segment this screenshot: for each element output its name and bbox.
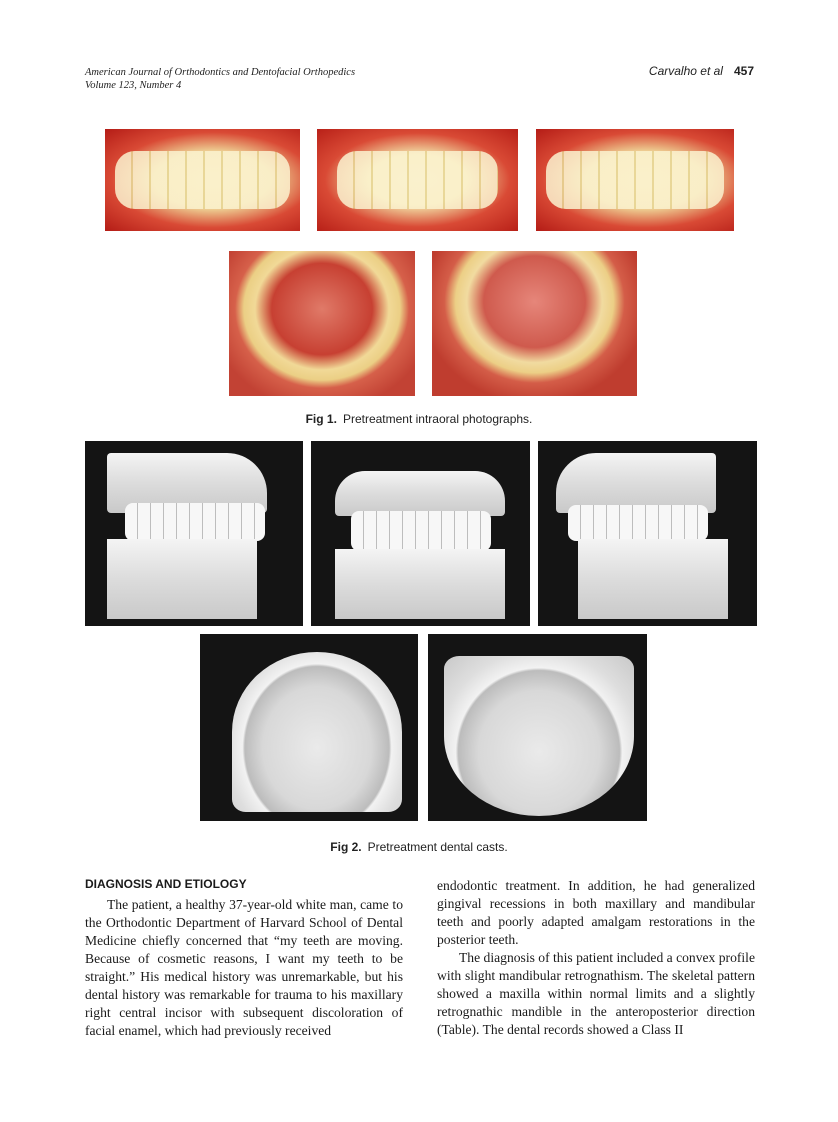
cast-maxillary	[200, 634, 418, 821]
photo-maxillary-occlusal	[229, 251, 415, 396]
figure-1-caption-text: Pretreatment intraoral photographs.	[342, 412, 533, 426]
paragraph-right-1: endodontic treatment. In addition, he had generalized gingival recessions in both maxillary and mandibular teeth and poorly adapted amalgam restorations in the posterior teeth.	[437, 878, 755, 947]
cast-mandibular	[428, 634, 647, 821]
photo-frontal	[317, 129, 518, 231]
cast-frontal	[311, 441, 530, 626]
running-header-right	[649, 64, 754, 79]
running-header-journal	[85, 66, 355, 92]
page-number: 457	[733, 64, 754, 78]
journal-volume: Volume 123, Number 4	[85, 80, 182, 91]
figure-1-label: Fig 1.	[305, 412, 337, 426]
figure-2-caption-text: Pretreatment dental casts.	[367, 840, 508, 854]
photo-mandibular-occlusal	[432, 251, 637, 396]
figure-1-caption	[0, 412, 838, 426]
figure-2-label: Fig 2.	[330, 840, 362, 854]
photo-left-lateral	[536, 129, 734, 231]
author-label: Carvalho et al	[648, 64, 723, 78]
photo-right-lateral	[105, 129, 300, 231]
text-column-right	[437, 877, 755, 1039]
text-column-left	[85, 896, 403, 1040]
journal-title: American Journal of Orthodontics and Dentofacial Orthopedics	[85, 67, 356, 78]
cast-right-lateral	[85, 441, 303, 626]
paragraph-right-2: The diagnosis of this patient included a convex profile with slight mandibular retrognathism. The skeletal pattern showed a maxilla within normal limits and a slightly retrognathic mandible in the anteroposterior direction (Table). The dental records showed a Class II	[437, 950, 755, 1037]
paragraph-left-1: The patient, a healthy 37-year-old white man, came to the Orthodontic Department of Harvard School of Dental Medicine chiefly concerned that “my teeth are moving. Because of cosmetic reasons, I want my teeth to be straight.” His medical history was unremarkable, but his dental history was remarkable for trauma to his maxillary right central incisor with subsequent discoloration of facial enamel, which had previously received	[85, 897, 403, 1038]
section-heading: DIAGNOSIS AND ETIOLOGY	[85, 877, 247, 891]
figure-2-caption	[0, 840, 838, 854]
cast-left-lateral	[538, 441, 757, 626]
